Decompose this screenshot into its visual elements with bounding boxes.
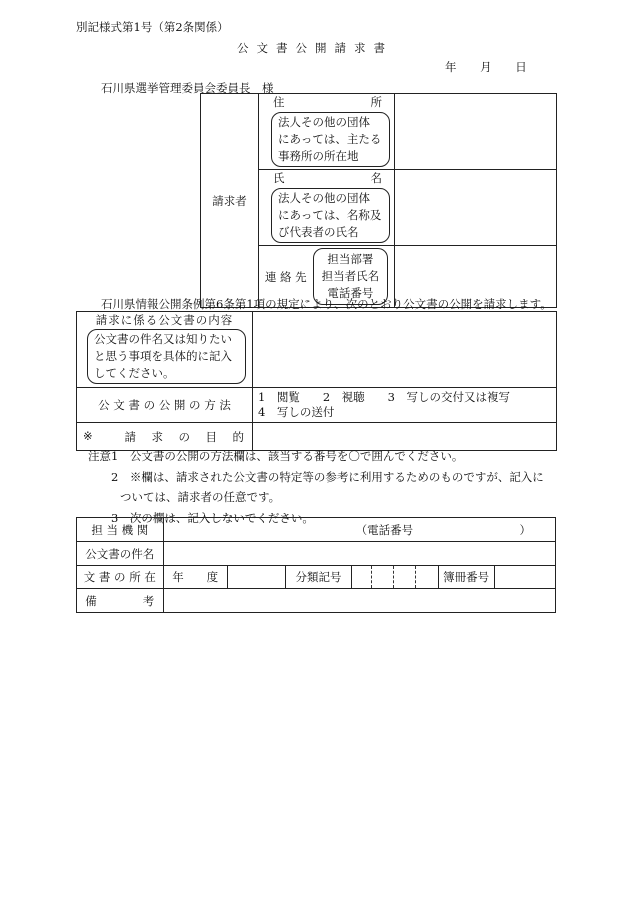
- contact-label: 連 絡 先: [264, 269, 307, 284]
- location-label: 文 書 の 所 在: [77, 566, 164, 589]
- class-field-2[interactable]: [372, 566, 393, 589]
- address-field[interactable]: [395, 94, 557, 170]
- method-options[interactable]: 1 閲覧 2 視聴 3 写しの交付又は複写 4 写しの送付: [253, 388, 557, 423]
- notes: [88, 446, 544, 528]
- year-label: 年 度: [163, 566, 227, 589]
- address-note: 法人その他の団体 にあっては、主たる 事務所の所在地: [271, 112, 390, 167]
- requester-table: [200, 93, 557, 308]
- note-3: 3 次の欄は、記入しないでください。: [111, 510, 314, 525]
- remarks-label: 備 考: [77, 589, 164, 613]
- note-2: 2 ※欄は、請求された公文書の特定等の参考に利用するためのものですが、記入に: [111, 469, 544, 484]
- content-label-cell: 請求に係る公文書の内容 公文書の件名又は知りたい と思う事項を具体的に記入 してください。: [77, 312, 253, 388]
- purpose-label-cell: ※ 請 求 の 目 的: [77, 423, 253, 451]
- class-field-3[interactable]: [393, 566, 415, 589]
- class-label: 分類記号: [285, 566, 351, 589]
- doc-name-field[interactable]: [163, 542, 555, 566]
- name-note: 法人その他の団体 にあっては、名称及 び代表者の氏名: [271, 188, 390, 243]
- year-field[interactable]: [227, 566, 285, 589]
- contact-note: 担当部署 担当者氏名 電話番号: [313, 248, 389, 305]
- ledger-label: 簿冊番号: [438, 566, 494, 589]
- note-1: 注意1 公文書の公開の方法欄は、該当する番号を〇で囲んでください。: [88, 449, 464, 463]
- method-label: 公 文 書 の 公 開 の 方 法: [77, 388, 253, 423]
- form-number: 別記様式第1号（第2条関係）: [76, 20, 229, 34]
- address-label-cell: 住 所 法人その他の団体 にあっては、主たる 事務所の所在地: [259, 94, 395, 170]
- doc-name-label: 公文書の件名: [77, 542, 164, 566]
- dept-label: 担 当 機 関: [77, 518, 164, 542]
- document-title: 公文書公開請求書: [237, 41, 393, 55]
- content-note: 公文書の件名又は知りたい と思う事項を具体的に記入 してください。: [87, 329, 246, 384]
- requester-section-label: 請求者: [201, 94, 259, 308]
- remarks-field[interactable]: [163, 589, 555, 613]
- content-field[interactable]: [253, 312, 557, 388]
- ledger-field[interactable]: [494, 566, 555, 589]
- class-field-1[interactable]: [352, 566, 372, 589]
- class-field-4[interactable]: [416, 566, 438, 589]
- phone-label: （電話番号: [355, 522, 414, 537]
- office-use-table: [76, 517, 556, 613]
- name-label-cell: 氏 名 法人その他の団体 にあっては、名称及 び代表者の氏名: [259, 170, 395, 246]
- request-table: [76, 311, 557, 451]
- addressee: 石川県選挙管理委員会委員長 様: [101, 81, 274, 95]
- purpose-mark: ※: [83, 428, 93, 443]
- request-statement: 石川県情報公開条例第6条第1項の規定により、次のとおり公文書の公開を請求します。: [101, 297, 552, 311]
- note-2-continued: ついては、請求者の任意です。: [120, 490, 281, 504]
- dept-field[interactable]: （電話番号 ）: [163, 518, 555, 542]
- name-field[interactable]: [395, 170, 557, 246]
- date-line: 年 月 日: [445, 60, 527, 74]
